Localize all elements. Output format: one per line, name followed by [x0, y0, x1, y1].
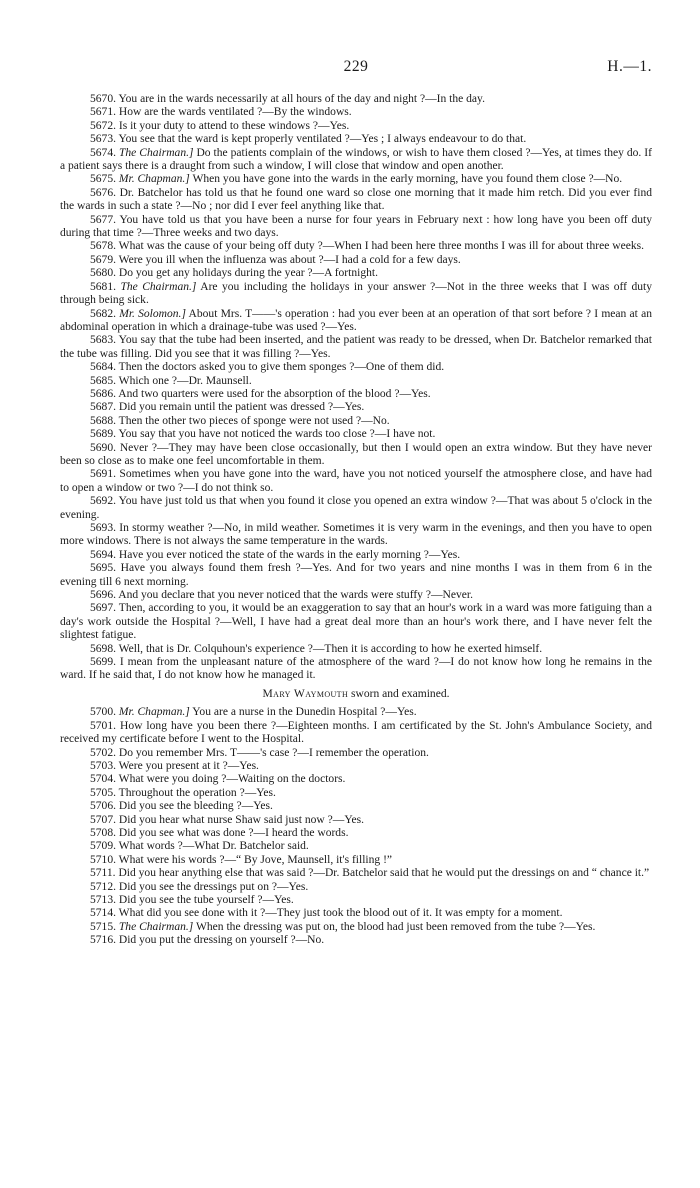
testimony-paragraph [60, 867, 652, 880]
question-number: 5670. [90, 93, 116, 105]
question-number: 5708. [90, 826, 116, 839]
question-answer-text: What words ?—What Dr. Batchelor said. [118, 840, 309, 853]
question-answer-text: Never ?—They may have been close occasionally, but then I would open an extra window. But they have never been so close as to make one feel uncomfortable in them. [60, 441, 652, 467]
question-number: 5690. [90, 441, 116, 454]
question-number: 5705. [90, 786, 116, 799]
question-number: 5710. [90, 853, 116, 866]
question-answer-text: You say that you have not noticed the wards too close ?—I have not. [118, 428, 436, 441]
question-answer-text: When the dressing was put on, the blood had just been removed from the tube ?—Yes. [196, 920, 596, 933]
question-number: 5714. [90, 907, 116, 920]
question-number: 5680. [90, 267, 116, 280]
speaker-label: Mr. Chapman.] [118, 706, 190, 719]
question-number: 5685. [90, 374, 116, 387]
question-number: 5709. [90, 840, 116, 853]
testimony-paragraph [60, 214, 652, 241]
testimony-paragraph [60, 308, 652, 335]
testimony-paragraph [60, 787, 652, 800]
speaker-label: Mr. Solomon.] [119, 307, 186, 320]
testimony-paragraph [60, 840, 652, 853]
testimony-paragraph [60, 106, 652, 119]
speaker-label: The Chairman.] [120, 280, 197, 293]
question-answer-text: Did you see the tube yourself ?—Yes. [118, 893, 294, 906]
question-number: 5678. [90, 240, 116, 253]
testimony-paragraph [60, 747, 652, 760]
question-number: 5696. [90, 589, 116, 602]
testimony-paragraph [60, 814, 652, 827]
question-number: 5712. [90, 880, 116, 893]
testimony-paragraph [60, 921, 652, 934]
question-number: 5671. [90, 106, 116, 119]
testimony-paragraph [60, 881, 652, 894]
question-answer-text: Are you including the holidays in your answer ?—Not in the three weeks that I was off duty through being sick. [60, 280, 652, 307]
testimony-paragraph [60, 827, 652, 840]
question-answer-text: Throughout the operation ?—Yes. [118, 786, 276, 799]
page-body [60, 93, 652, 948]
question-number: 5691. [90, 468, 116, 481]
question-answer-text: Well, that is Dr. Colquhoun's experience ?—Then it is according to how he exerted himself. [118, 642, 543, 655]
question-number: 5713. [90, 893, 116, 906]
question-answer-text: Did you put the dressing on yourself ?—No. [118, 934, 325, 947]
question-answer-text: Then, according to you, it would be an exaggeration to say that an hour's work in a ward was more fatiguing than a day's work outside the Hospital ?—Well, I have had a great deal more than an hour's work there, and I have never felt the slightest fatigue. [60, 602, 652, 642]
section-heading [60, 688, 652, 701]
testimony-paragraph [60, 375, 652, 388]
question-answer-text: Have you ever noticed the state of the wards in the early morning ?—Yes. [118, 548, 461, 561]
testimony-paragraph [60, 549, 652, 562]
question-number: 5715. [90, 920, 116, 933]
testimony-paragraph [60, 907, 652, 920]
question-answer-text: Do the patients complain of the windows, or wish to have them closed ?—Yes, at times they do. If a patient says there is a draught from such a window, I will close that window and open another. [60, 146, 652, 173]
speaker-label: Mr. Chapman.] [118, 173, 190, 186]
testimony-paragraph [60, 173, 652, 186]
question-number: 5699. [90, 656, 116, 669]
page-header [60, 58, 652, 78]
question-answer-text: You see that the ward is kept properly ventilated ?—Yes ; I always endeavour to do that. [118, 133, 527, 146]
page-number: 229 [343, 58, 369, 75]
testimony-paragraph [60, 854, 652, 867]
question-number: 5697. [90, 602, 116, 615]
speaker-label: The Chairman.] [118, 146, 194, 159]
question-answer-text: How long have you been there ?—Eighteen months. I am certificated by the St. John's Ambulance Society, and received my certificate before I went to the Hospital. [60, 719, 652, 746]
question-answer-text: You are a nurse in the Dunedin Hospital ?—Yes. [192, 706, 417, 719]
witness-status: sworn and examined. [351, 687, 450, 700]
testimony-paragraph [60, 93, 652, 106]
question-answer-text: When you have gone into the wards in the early morning, have you found them close ?—No. [192, 173, 623, 186]
question-answer-text: Is it your duty to attend to these windows ?—Yes. [118, 119, 350, 132]
question-answer-text: About Mrs. T——'s operation : had you ever been at an operation of that sort before ? I mean at an abdominal operation in which a drainage-tube was used ?—Yes. [60, 307, 652, 333]
testimony-paragraph [60, 415, 652, 428]
question-number: 5694. [90, 548, 116, 561]
question-answer-text: Then the other two pieces of sponge were not used ?—No. [118, 414, 390, 427]
question-number: 5716. [90, 934, 116, 947]
question-number: 5702. [90, 746, 116, 759]
question-number: 5692. [90, 495, 116, 508]
testimony-paragraph [60, 133, 652, 146]
testimony-paragraph [60, 562, 652, 589]
question-answer-text: In stormy weather ?—No, in mild weather. Sometimes it is very warm in the evenings, and then you have to open more windows. There is not always the same temperature in the wards. [60, 522, 652, 548]
testimony-paragraph [60, 800, 652, 813]
question-number: 5684. [90, 361, 116, 374]
testimony-paragraph [60, 240, 652, 253]
question-number: 5707. [90, 813, 116, 826]
testimony-paragraph [60, 267, 652, 280]
question-answer-text: Did you see what was done ?—I heard the words. [118, 826, 349, 839]
question-answer-text: You have just told us that when you found it close you opened an extra window ?—That was about 5 o'clock in the evening. [60, 495, 652, 521]
question-number: 5683. [90, 334, 116, 347]
question-number: 5700. [90, 706, 116, 719]
question-number: 5701. [90, 719, 116, 732]
testimony-paragraph [60, 522, 652, 549]
question-answer-text: Did you hear what nurse Shaw said just now ?—Yes. [118, 813, 365, 826]
testimony-paragraph [60, 934, 652, 947]
testimony-paragraph [60, 760, 652, 773]
document-reference: H.—1. [607, 58, 652, 75]
testimony-paragraph [60, 281, 652, 308]
question-answer-text: Did you see the bleeding ?—Yes. [118, 800, 273, 813]
witness-name: Mary Waymouth [262, 687, 349, 700]
question-number: 5693. [90, 522, 116, 534]
testimony-paragraph [60, 589, 652, 602]
question-answer-text: Do you get any holidays during the year ?—A fortnight. [118, 267, 378, 280]
question-number: 5679. [90, 253, 116, 266]
question-answer-text: Which one ?—Dr. Maunsell. [118, 374, 252, 387]
question-number: 5695. [90, 562, 116, 575]
question-number: 5674. [90, 146, 116, 159]
question-number: 5704. [90, 773, 116, 786]
question-answer-text: Dr. Batchelor has told us that he found one ward so close one morning that it made him retch. Did you ever find the wards in such a state ?—No ; nor did I ever feel anything like that. [60, 186, 652, 213]
testimony-paragraph [60, 254, 652, 267]
question-number: 5673. [90, 133, 116, 146]
question-answer-text: What were you doing ?—Waiting on the doctors. [118, 773, 346, 786]
testimony-paragraph [60, 187, 652, 214]
testimony-paragraph [60, 442, 652, 469]
testimony-paragraph [60, 120, 652, 133]
testimony-paragraph [60, 334, 652, 361]
question-number: 5677. [90, 213, 116, 226]
testimony-paragraph [60, 428, 652, 441]
testimony-block-2 [60, 706, 652, 947]
question-number: 5672. [90, 119, 116, 132]
testimony-paragraph [60, 720, 652, 747]
question-number: 5681. [90, 280, 116, 293]
testimony-paragraph [60, 656, 652, 683]
question-answer-text: What was the cause of your being off duty ?—When I had been here three months I was ill for about three weeks. [118, 240, 644, 253]
question-number: 5686. [90, 387, 116, 400]
question-answer-text: Did you see the dressings put on ?—Yes. [118, 880, 309, 893]
question-answer-text: I mean from the unpleasant nature of the atmosphere of the ward ?—I do not know how long he remains in the ward. If he said that, I do not know how he managed it. [60, 656, 652, 682]
question-number: 5688. [90, 414, 116, 427]
question-answer-text: And you declare that you never noticed that the wards were stuffy ?—Never. [118, 589, 473, 602]
testimony-paragraph [60, 706, 652, 719]
question-answer-text: Have you always found them fresh ?—Yes. And for two years and nine months I was in them from 6 in the evening till 6 next morning. [60, 562, 652, 588]
question-answer-text: You have told us that you have been a nurse for four years in February next : how long have you been off duty during that time ?—Three weeks and two days. [60, 213, 652, 240]
question-number: 5698. [90, 642, 116, 655]
question-answer-text: Were you present at it ?—Yes. [118, 759, 259, 772]
question-answer-text: And two quarters were used for the absorption of the blood ?—Yes. [118, 387, 431, 400]
testimony-paragraph [60, 894, 652, 907]
question-number: 5689. [90, 428, 116, 441]
speaker-label: The Chairman.] [118, 920, 194, 933]
testimony-paragraph [60, 147, 652, 174]
question-number: 5706. [90, 800, 116, 813]
question-answer-text: What were his words ?—“ By Jove, Maunsell, it's filling !” [118, 853, 393, 866]
question-answer-text: Did you hear anything else that was said ?—Dr. Batchelor said that he would put the dressings on and “ chance it.” [118, 867, 650, 880]
testimony-paragraph [60, 361, 652, 374]
question-answer-text: Do you remember Mrs. T——'s case ?—I remember the operation. [118, 746, 429, 759]
question-answer-text: Did you remain until the patient was dressed ?—Yes. [118, 401, 365, 414]
testimony-block-1 [60, 93, 652, 683]
testimony-paragraph [60, 773, 652, 786]
question-answer-text: Then the doctors asked you to give them sponges ?—One of them did. [118, 361, 445, 374]
testimony-paragraph [60, 468, 652, 495]
question-answer-text: What did you see done with it ?—They just took the blood out of it. It was empty for a moment. [118, 907, 563, 920]
question-number: 5675. [90, 173, 116, 186]
question-number: 5711. [90, 867, 116, 880]
question-answer-text: How are the wards ventilated ?—By the windows. [118, 106, 352, 119]
question-number: 5703. [90, 759, 116, 772]
testimony-paragraph [60, 401, 652, 414]
question-number: 5682. [90, 307, 116, 320]
question-answer-text: Were you ill when the influenza was about ?—I had a cold for a few days. [118, 253, 461, 266]
question-answer-text: You say that the tube had been inserted, and the patient was ready to be dressed, when Dr. Batchelor remarked that the tube was filling. Did you see that it was filling ?—Yes. [60, 334, 652, 360]
testimony-paragraph [60, 643, 652, 656]
testimony-paragraph [60, 495, 652, 522]
question-number: 5687. [90, 401, 116, 414]
question-answer-text: Sometimes when you have gone into the ward, have you not noticed yourself the atmosphere close, and have had to open a window or two ?—I do not think so. [60, 468, 652, 494]
testimony-paragraph [60, 388, 652, 401]
question-answer-text: You are in the wards necessarily at all hours of the day and night ?—In the day. [118, 93, 485, 105]
question-number: 5676. [90, 186, 116, 199]
testimony-paragraph [60, 602, 652, 642]
